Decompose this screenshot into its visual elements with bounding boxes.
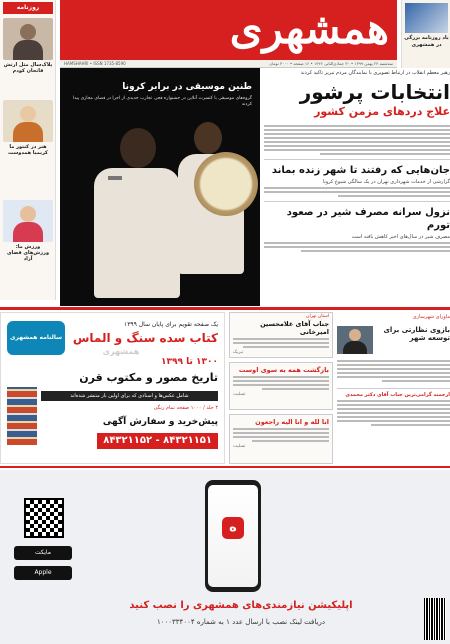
masthead-strip-left: HAMSHAHRI • ISSN 1735-8590: [64, 61, 126, 66]
masthead: [60, 0, 397, 60]
book-stack-image: [7, 387, 37, 445]
ad-logo: همشهری: [102, 347, 140, 356]
notice-body: [230, 338, 332, 348]
left-column-item[interactable]: [3, 18, 53, 74]
third-body: مصرف شیر در سال‌های اخیر کاهش یافته است: [351, 234, 450, 240]
ad-note: ۴ جلد / ۱۰۰۰ صفحه تمام رنگی: [153, 405, 218, 411]
notice-type: تبریک: [233, 350, 244, 355]
frame-drum: [194, 152, 258, 216]
ad-ribbon: شامل عکس‌ها و اسنادی که برای اولین بار منتشر شده‌اند: [41, 391, 218, 401]
left-column-item[interactable]: [3, 100, 53, 156]
author-portrait: [337, 326, 373, 354]
right-corner-teaser[interactable]: [401, 0, 450, 68]
masthead-strip-right: سه‌شنبه ۲۴ بهمن ۱۳۹۹ • ۳۰ جمادی‌الثانی ۱۴۴۲ • ۱۶ صفحه • ۳۰۰۰ تومان: [269, 61, 393, 66]
myket-store-button[interactable]: [14, 546, 72, 560]
left-column: [0, 0, 56, 300]
divider: [264, 159, 450, 160]
headline-column: [264, 80, 450, 306]
notices-column: [229, 312, 333, 464]
notice-tag: استان تهران: [306, 314, 329, 319]
phone-mockup: [205, 480, 261, 592]
app-ad-headline: اپلیکیشن نیازمندی‌های همشهری را نصب کنید: [129, 600, 353, 611]
teaser-thumbnail: [405, 3, 448, 33]
top-line-kicker: رهبر معظم انقلاب در ارتباط تصویری با نمایندگان مردم تبریز تاکید کردند: [300, 70, 450, 76]
left-column-item[interactable]: [3, 200, 53, 262]
left-column-caption: ورزش ما: ورزش‌های فضای آزاد: [6, 244, 50, 262]
apple-store-button[interactable]: [14, 566, 72, 580]
ad-phone-number[interactable]: ۸۴۳۲۱۱۵۱ - ۸۴۳۲۱۱۵۲: [97, 433, 218, 449]
app-icon: ه: [222, 517, 244, 539]
third-headline[interactable]: نزول سرانه مصرف شیر در صعود تورم: [286, 207, 450, 231]
qr-code[interactable]: [24, 498, 64, 538]
newspaper-logo[interactable]: همشهری: [229, 4, 389, 53]
main-headline[interactable]: انتخابات پرشور: [299, 80, 450, 104]
congratulation-note: ارجمند گرامی‌ترین جناب آقای دکتر محمدی: [337, 388, 450, 398]
ad-intro: یک صفحه تقویم برای پایان سال ۱۳۹۹: [123, 321, 218, 328]
ad-seal: سالنامه همشهری: [7, 321, 65, 355]
notice-body: [230, 376, 332, 390]
portrait-photo: [3, 100, 53, 142]
store-label: Apple: [34, 569, 52, 576]
divider: [264, 201, 450, 202]
main-subheadline[interactable]: علاج دردهای مزمن کشور: [314, 105, 450, 118]
photo-title: طنین موسیقی در برابر کرونا: [122, 82, 252, 92]
teaser-caption: یاد روزنامه‌ بزرگی در همشهری: [404, 35, 449, 48]
app-advertisement[interactable]: [0, 470, 450, 644]
notice-title: جناب آقای غلامحسین امیرخانی: [260, 320, 329, 336]
ad-tagline: تاریخ مصور و مکتوب قرن: [79, 371, 218, 384]
notice-type: تسلیت: [233, 392, 246, 397]
ad-years: ۱۳۰۰ تا ۱۳۹۹: [161, 357, 218, 367]
secondary-headline[interactable]: جان‌هایی که رفتند تا شهر زنده بماند: [271, 165, 450, 176]
column-headline[interactable]: بازوی نظارتی برای توسعه شهر: [383, 326, 450, 342]
right-column-lower: [337, 312, 450, 464]
barcode: [424, 598, 446, 640]
notice-title: انا لله و انا الیه راجعون: [255, 418, 329, 426]
photo-subtitle: گروه‌های موسیقی با کنسرت آنلاین در جشنواره فجر، تجارب جدیدی از اجرا در فضای مجازی پیدا کردند: [72, 96, 252, 107]
column-tag: ماورای شهرسازی: [412, 314, 450, 320]
notice-title: بازگشت همه‌ به سوی اوست: [238, 366, 329, 374]
notice-type: تسلیت: [233, 444, 246, 449]
article-body: [264, 125, 450, 155]
microphone: [108, 176, 122, 180]
store-label: مایکت: [35, 549, 51, 556]
article-body: [264, 242, 450, 252]
notice-box[interactable]: [229, 414, 333, 464]
main-photo[interactable]: [60, 68, 260, 306]
notice-body: [230, 428, 332, 442]
left-column-caption: پلاک‌سال مثل ارتش فاتحان کودم: [3, 62, 53, 74]
article-body: [264, 187, 450, 197]
article-body: [337, 400, 450, 426]
left-column-caption: هنر در کنتور ما کریمیا همدوست: [8, 144, 48, 156]
section-divider: [0, 307, 450, 310]
app-ad-subline: دریافت لینک نصب با ارسال عدد ۱ به شماره ۱۰۰۰۳۳۴۰۰۴: [157, 618, 325, 626]
notice-box[interactable]: [229, 312, 333, 358]
left-column-header: روزنامه: [3, 2, 53, 14]
section-divider: [0, 466, 450, 468]
phone-screen: [208, 485, 258, 587]
article-body: [337, 360, 450, 382]
portrait-photo: [3, 18, 53, 60]
book-advertisement[interactable]: [0, 312, 225, 464]
notice-box[interactable]: [229, 362, 333, 410]
masthead-strip: [60, 60, 397, 68]
ad-order-label: پیش‌خرید و سفارش آگهی: [102, 417, 218, 427]
ad-title: کتاب سده سنگ و الماس: [72, 331, 218, 345]
secondary-body: گزارشی از خدمات شهرداری تهران در یک سالگی شیوع کرونا: [322, 179, 450, 185]
portrait-photo: [3, 200, 53, 242]
